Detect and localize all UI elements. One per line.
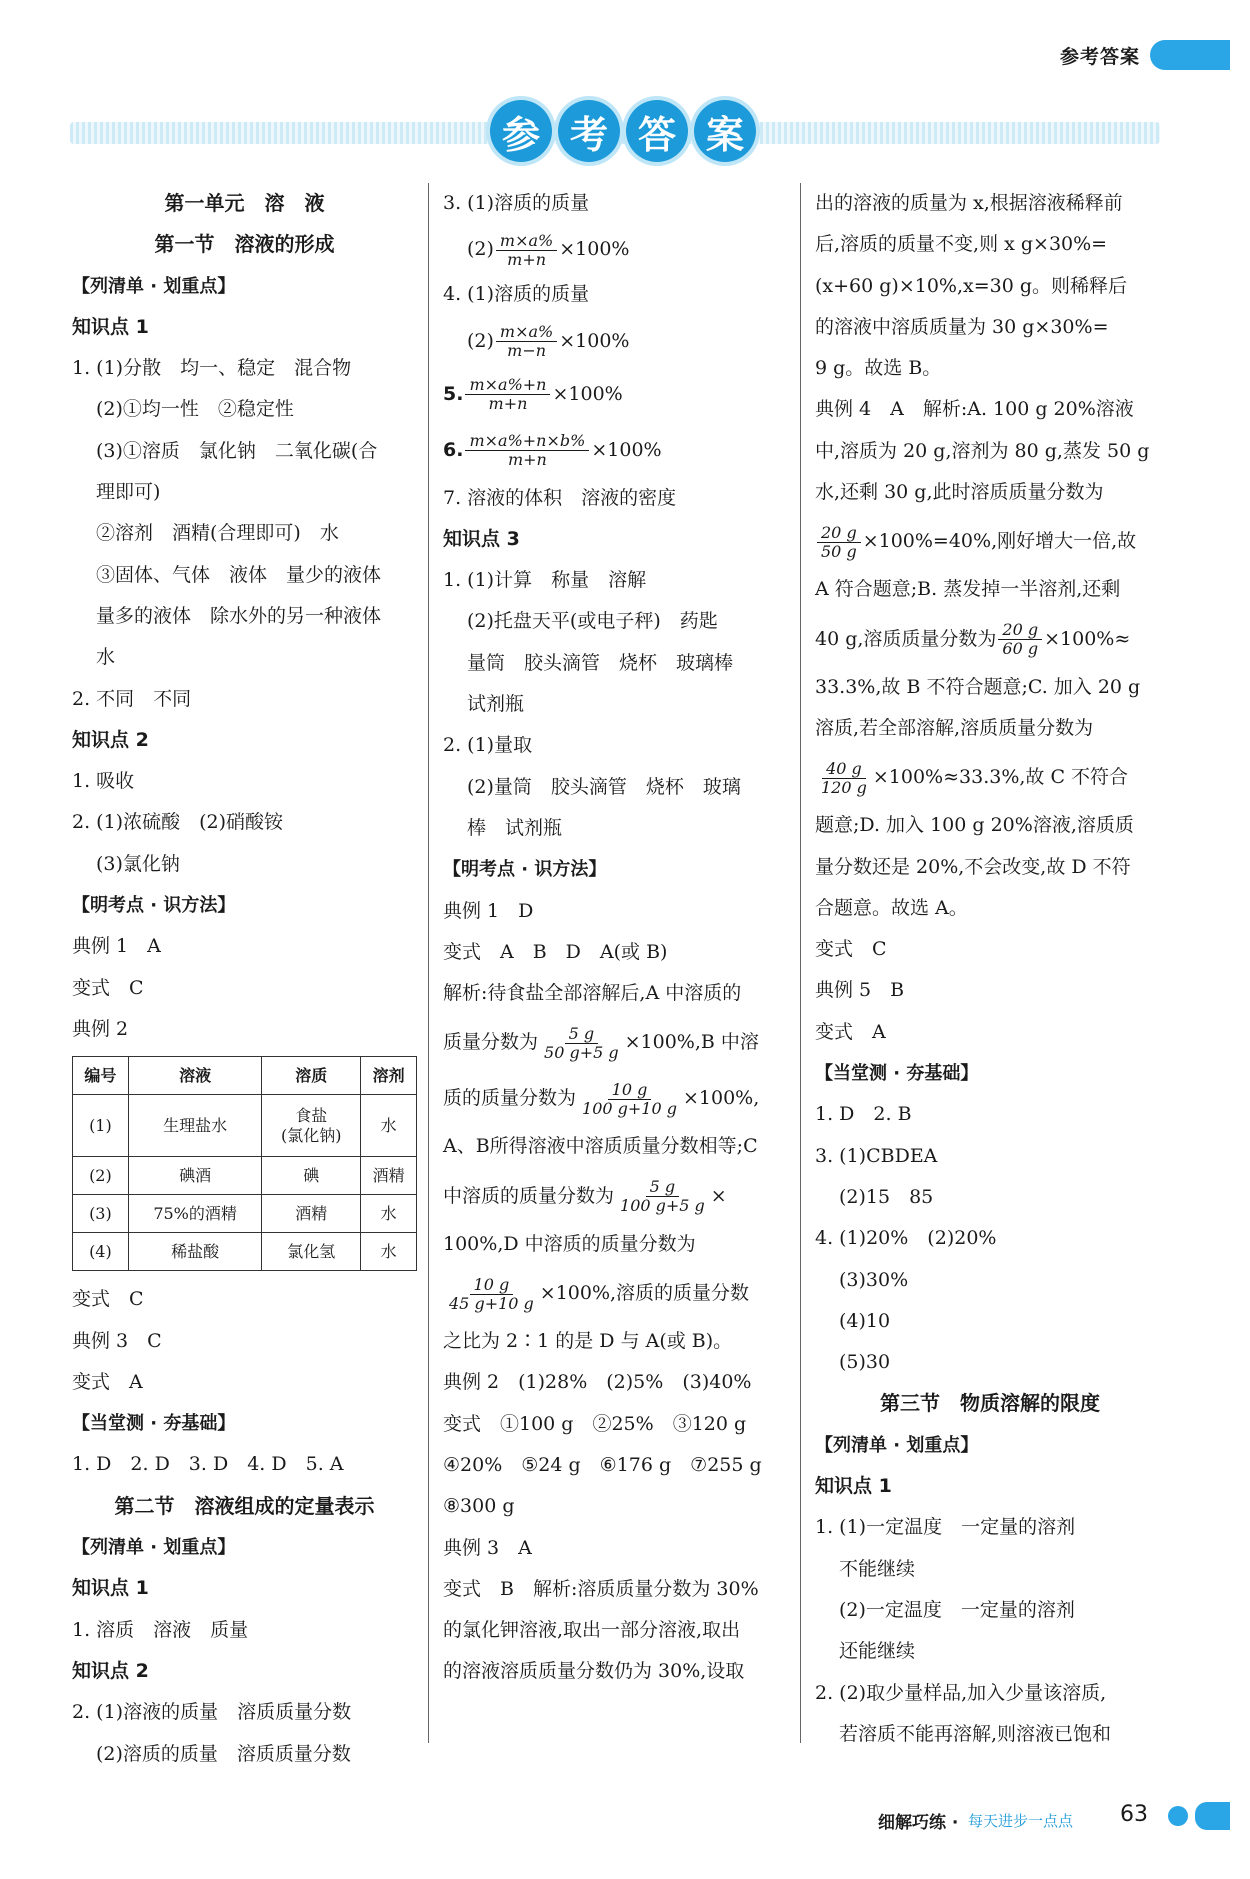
variant-line: 变式 C bbox=[72, 1288, 144, 1311]
numerator: m×a% bbox=[496, 232, 557, 251]
analysis-line: 的溶液溶质质量分数仍为 30%,设取 bbox=[443, 1660, 745, 1683]
analysis-line: 水,还剩 30 g,此时溶质质量分数为 bbox=[815, 481, 1104, 504]
table-cell: 稀盐酸 bbox=[128, 1233, 262, 1271]
footer-dot-icon bbox=[1168, 1806, 1188, 1826]
formula-prefix: 5. bbox=[443, 382, 464, 405]
numerator: m×a%+n×b% bbox=[465, 432, 589, 451]
denominator: 100 g+10 g bbox=[582, 1098, 677, 1118]
variant-line: 变式 B 解析:溶质质量分数为 30% bbox=[443, 1577, 759, 1600]
block-heading: 【列清单 · 划重点】 bbox=[815, 1434, 979, 1456]
table-cell: (4) bbox=[73, 1233, 129, 1271]
answer-line: (3)氯化钠 bbox=[96, 852, 180, 875]
formula-suffix: ×100%,溶质的质量分数 bbox=[539, 1282, 750, 1305]
formula-line bbox=[815, 611, 1165, 667]
answer-line: 量多的液体 除水外的另一种液体 bbox=[96, 604, 382, 627]
numerator: m×a%+n bbox=[465, 376, 550, 395]
section-title: 第三节 物质溶解的限度 bbox=[880, 1391, 1100, 1416]
answer-line: 1. 吸收 bbox=[72, 770, 135, 793]
answer-line: (3)①溶质 氯化钠 二氧化碳(合 bbox=[96, 439, 378, 462]
numerator: 5 g bbox=[646, 1178, 680, 1197]
variant-line: 变式 A bbox=[72, 1370, 143, 1393]
analysis-line: 的氯化钾溶液,取出一部分溶液,取出 bbox=[443, 1619, 741, 1642]
table-header: 溶液 bbox=[128, 1057, 262, 1095]
table-row bbox=[73, 1095, 417, 1157]
variant-line: ④20% ⑤24 g ⑥176 g ⑦255 g bbox=[443, 1453, 762, 1476]
formula-line bbox=[443, 1168, 788, 1224]
table-header: 溶剂 bbox=[361, 1057, 417, 1095]
analysis-line: 溶质,若全部溶解,溶质质量分数为 bbox=[815, 716, 1094, 739]
knowledge-point: 知识点 1 bbox=[72, 1577, 149, 1600]
footer-tab bbox=[1195, 1802, 1230, 1830]
denominator: 45 g+10 g bbox=[449, 1293, 534, 1313]
answer-line: 4. (1)溶质的质量 bbox=[443, 283, 590, 306]
page-number: 63 bbox=[1120, 1802, 1148, 1827]
section-title: 第二节 溶液组成的定量表示 bbox=[114, 1493, 375, 1518]
column-3 bbox=[815, 183, 1165, 1755]
table-cell: 碘酒 bbox=[128, 1157, 262, 1195]
fraction bbox=[817, 760, 871, 797]
answer-line: (2)量筒 胶头滴管 烧杯 玻璃 bbox=[467, 775, 741, 798]
formula-prefix: 中溶质的质量分数为 bbox=[443, 1184, 615, 1207]
block-heading: 【明考点 · 识方法】 bbox=[72, 895, 236, 917]
answer-line: 试剂瓶 bbox=[467, 693, 525, 716]
denominator: 50 g bbox=[821, 541, 857, 561]
answer-line: ③固体、气体 液体 量少的液体 bbox=[96, 563, 382, 586]
table-row bbox=[73, 1233, 417, 1271]
analysis-line: 解析:待食盐全部溶解后,A 中溶质的 bbox=[443, 982, 742, 1005]
analysis-line: (x+60 g)×10%,x=30 g。则稀释后 bbox=[815, 274, 1128, 297]
answer-line: 不能继续 bbox=[839, 1557, 916, 1580]
formula-prefix: (2) bbox=[467, 238, 494, 261]
formula-suffix: ×100%≈33.3%,故 C 不符合 bbox=[872, 766, 1129, 789]
formula-suffix: × bbox=[710, 1184, 727, 1207]
formula-line bbox=[443, 316, 788, 366]
solution-table bbox=[72, 1056, 417, 1271]
fraction bbox=[445, 1276, 538, 1313]
banner-char: 考 bbox=[558, 100, 620, 162]
footer-brand: 细解巧练 · bbox=[878, 1813, 959, 1833]
denominator: m+n bbox=[507, 249, 547, 269]
variant-line: 变式 A B D A(或 B) bbox=[443, 940, 668, 963]
numerator: 40 g bbox=[822, 760, 866, 779]
denominator: 120 g bbox=[821, 777, 867, 797]
answer-line: 2. 不同 不同 bbox=[72, 687, 192, 710]
answer-line: 1. D 2. D 3. D 4. D 5. A bbox=[72, 1453, 344, 1476]
analysis-line: 的溶液中溶质质量为 30 g×30%= bbox=[815, 315, 1109, 338]
analysis-line: A、B所得溶液中溶质质量分数相等;C bbox=[443, 1135, 758, 1158]
knowledge-point: 知识点 2 bbox=[72, 728, 149, 751]
answer-line: 1. (1)计算 称量 溶解 bbox=[443, 569, 647, 592]
knowledge-point: 知识点 1 bbox=[72, 315, 149, 338]
example-line: 典例 3 A bbox=[443, 1536, 532, 1559]
variant-line: ⑧300 g bbox=[443, 1495, 515, 1518]
fraction bbox=[616, 1178, 709, 1215]
answer-line: 3. (1)CBDEA bbox=[815, 1144, 938, 1167]
formula-line bbox=[815, 749, 1165, 805]
table-cell: 75%的酒精 bbox=[128, 1195, 262, 1233]
denominator: 60 g bbox=[1002, 639, 1039, 659]
column-1 bbox=[72, 183, 417, 1775]
table-cell: (2) bbox=[73, 1157, 129, 1195]
analysis-line: 100%,D 中溶质的质量分数为 bbox=[443, 1232, 696, 1255]
section-title: 第一节 溶液的形成 bbox=[154, 232, 335, 257]
formula-suffix: ×100% bbox=[552, 382, 623, 405]
analysis-line: 之比为 2∶1 的是 D 与 A(或 B)。 bbox=[443, 1330, 733, 1353]
answer-line: (2)①均一性 ②稳定性 bbox=[96, 398, 294, 421]
column-divider bbox=[428, 183, 429, 1743]
denominator: m+n bbox=[488, 394, 528, 414]
column-divider bbox=[800, 183, 801, 1743]
answer-line: ②溶剂 酒精(合理即可) 水 bbox=[96, 522, 339, 545]
answer-line: 棒 试剂瓶 bbox=[467, 816, 563, 839]
knowledge-point: 知识点 3 bbox=[443, 527, 520, 550]
fraction bbox=[465, 376, 550, 413]
analysis-line: 中,溶质为 20 g,溶剂为 80 g,蒸发 50 g bbox=[815, 439, 1150, 462]
formula-prefix: 质的质量分数为 bbox=[443, 1087, 577, 1110]
banner-char: 案 bbox=[694, 100, 756, 162]
analysis-line: 后,溶质的质量不变,则 x g×30%= bbox=[815, 233, 1108, 256]
example-line: 典例 1 A bbox=[72, 935, 161, 958]
answer-line: 水 bbox=[96, 646, 116, 669]
table-cell: 生理盐水 bbox=[128, 1095, 262, 1157]
fraction bbox=[998, 621, 1042, 658]
example-line: 典例 2 bbox=[72, 1017, 129, 1040]
answer-line: 1. (1)一定温度 一定量的溶剂 bbox=[815, 1516, 1076, 1539]
analysis-line: 出的溶液的质量为 x,根据溶液稀释前 bbox=[815, 192, 1123, 214]
example-line: 典例 5 B bbox=[815, 979, 905, 1002]
answer-line: 量筒 胶头滴管 烧杯 玻璃棒 bbox=[467, 651, 734, 674]
banner-char: 参 bbox=[490, 100, 552, 162]
table-cell: 水 bbox=[361, 1095, 417, 1157]
variant-line: 变式 ①100 g ②25% ③120 g bbox=[443, 1412, 747, 1435]
answer-line: 还能继续 bbox=[839, 1640, 916, 1663]
block-heading: 【当堂测 · 夯基础】 bbox=[815, 1063, 979, 1085]
table-row bbox=[73, 1195, 417, 1233]
denominator: 100 g+5 g bbox=[620, 1196, 705, 1216]
answer-line: 2. (1)溶液的质量 溶质质量分数 bbox=[72, 1701, 352, 1724]
formula-prefix: 质量分数为 bbox=[443, 1031, 539, 1054]
analysis-line: 题意;D. 加入 100 g 20%溶液,溶质质 bbox=[815, 814, 1134, 837]
numerator: 10 g bbox=[470, 1276, 514, 1295]
analysis-line: 33.3%,故 B 不符合题意;C. 加入 20 g bbox=[815, 675, 1141, 698]
answer-line: 2. (2)取少量样品,加入少量该溶质, bbox=[815, 1681, 1107, 1704]
formula-line bbox=[443, 1014, 788, 1070]
analysis-line: 9 g。故选 B。 bbox=[815, 357, 942, 380]
table-cell: (3) bbox=[73, 1195, 129, 1233]
variant-line: 变式 C bbox=[72, 976, 144, 999]
denominator: m+n bbox=[507, 450, 547, 470]
formula-line bbox=[443, 366, 788, 422]
answer-line: 1. D 2. B bbox=[815, 1103, 912, 1126]
table-row bbox=[73, 1157, 417, 1195]
banner-char: 答 bbox=[626, 100, 688, 162]
analysis-line: 量分数还是 20%,不会改变,故 D 不符 bbox=[815, 855, 1131, 878]
answer-line: (3)30% bbox=[839, 1268, 909, 1291]
answer-line: (5)30 bbox=[839, 1351, 891, 1374]
table-cell: (1) bbox=[73, 1095, 129, 1157]
answer-line: 2. (1)量取 bbox=[443, 734, 533, 757]
knowledge-point: 知识点 2 bbox=[72, 1659, 149, 1682]
block-heading: 【当堂测 · 夯基础】 bbox=[72, 1413, 236, 1435]
table-cell-line: (氯化钠) bbox=[281, 1125, 342, 1145]
table-cell: 酒精 bbox=[361, 1157, 417, 1195]
denominator: 50 g+5 g bbox=[544, 1042, 619, 1062]
table-cell-line: 食盐 bbox=[295, 1105, 328, 1125]
fraction bbox=[496, 232, 557, 269]
example-line: 典例 3 C bbox=[72, 1329, 162, 1352]
answer-line: (4)10 bbox=[839, 1309, 891, 1332]
formula-suffix: ×100%≈ bbox=[1044, 627, 1131, 650]
formula-line bbox=[443, 1265, 788, 1321]
fraction bbox=[540, 1025, 623, 1062]
answer-line: 若溶质不能再溶解,则溶液已饱和 bbox=[839, 1722, 1112, 1745]
answer-line: 1. (1)分散 均一、稳定 混合物 bbox=[72, 357, 352, 380]
answer-line: (2)托盘天平(或电子秤) 药匙 bbox=[467, 610, 718, 633]
answer-line: 理即可) bbox=[96, 481, 161, 504]
block-heading: 【列清单 · 划重点】 bbox=[72, 1537, 236, 1559]
numerator: 10 g bbox=[608, 1081, 652, 1100]
footer-slogan: 每天进步一点点 bbox=[968, 1812, 1074, 1830]
formula-suffix: ×100%, bbox=[682, 1087, 760, 1110]
block-heading: 【明考点 · 识方法】 bbox=[443, 859, 607, 881]
column-2 bbox=[443, 183, 788, 1693]
fraction bbox=[496, 323, 557, 360]
formula-line bbox=[443, 422, 788, 478]
table-header: 溶质 bbox=[262, 1057, 361, 1095]
analysis-line: 合题意。故选 A。 bbox=[815, 896, 968, 919]
header-label: 参考答案 bbox=[1060, 46, 1141, 68]
example-line: 典例 1 D bbox=[443, 899, 534, 922]
table-cell: 碘 bbox=[262, 1157, 361, 1195]
formula-suffix: ×100%=40%,刚好增大一倍,故 bbox=[862, 530, 1137, 553]
example-line: 典例 4 A 解析:A. 100 g 20%溶液 bbox=[815, 398, 1134, 421]
variant-line: 变式 A bbox=[815, 1020, 886, 1043]
answer-line: (2)溶质的质量 溶质质量分数 bbox=[96, 1742, 351, 1765]
banner-title bbox=[490, 100, 756, 162]
numerator: 5 g bbox=[565, 1025, 599, 1044]
answer-line: 1. 溶质 溶液 质量 bbox=[72, 1618, 249, 1641]
formula-suffix: ×100% bbox=[591, 438, 662, 461]
knowledge-point: 知识点 1 bbox=[815, 1475, 892, 1498]
answer-line: 3. (1)溶质的质量 bbox=[443, 192, 590, 214]
fraction bbox=[465, 432, 589, 469]
analysis-line: A 符合题意;B. 蒸发掉一半溶剂,还剩 bbox=[815, 578, 1121, 601]
unit-title: 第一单元 溶 液 bbox=[164, 191, 325, 215]
formula-suffix: ×100% bbox=[559, 329, 630, 352]
formula-line bbox=[443, 1070, 788, 1126]
formula-prefix: (2) bbox=[467, 329, 494, 352]
block-heading: 【列清单 · 划重点】 bbox=[72, 275, 236, 297]
table-cell bbox=[262, 1095, 361, 1157]
answer-line: 7. 溶液的体积 溶液的密度 bbox=[443, 486, 677, 509]
formula-prefix: 6. bbox=[443, 438, 464, 461]
formula-line bbox=[815, 513, 1165, 569]
denominator: m−n bbox=[507, 341, 547, 361]
formula-prefix: 40 g,溶质质量分数为 bbox=[815, 627, 997, 650]
table-cell: 氯化氢 bbox=[262, 1233, 361, 1271]
table-header-row bbox=[73, 1057, 417, 1095]
example-line: 典例 2 (1)28% (2)5% (3)40% bbox=[443, 1371, 752, 1394]
fraction bbox=[817, 524, 861, 561]
formula-suffix: ×100% bbox=[559, 238, 630, 261]
formula-line bbox=[443, 224, 788, 274]
table-cell: 水 bbox=[361, 1233, 417, 1271]
numerator: 20 g bbox=[817, 524, 861, 543]
variant-line: 变式 C bbox=[815, 938, 887, 961]
table-cell: 酒精 bbox=[262, 1195, 361, 1233]
answer-line: (2)15 85 bbox=[839, 1185, 934, 1208]
answer-line: (2)一定温度 一定量的溶剂 bbox=[839, 1598, 1075, 1621]
table-header: 编号 bbox=[73, 1057, 129, 1095]
numerator: 20 g bbox=[998, 621, 1042, 640]
formula-suffix: ×100%,B 中溶 bbox=[624, 1031, 759, 1054]
fraction bbox=[578, 1081, 681, 1118]
answer-line: 4. (1)20% (2)20% bbox=[815, 1227, 997, 1250]
table-cell: 水 bbox=[361, 1195, 417, 1233]
header-tab bbox=[1150, 40, 1230, 70]
answer-line: 2. (1)浓硫酸 (2)硝酸铵 bbox=[72, 811, 283, 834]
numerator: m×a% bbox=[496, 323, 557, 342]
